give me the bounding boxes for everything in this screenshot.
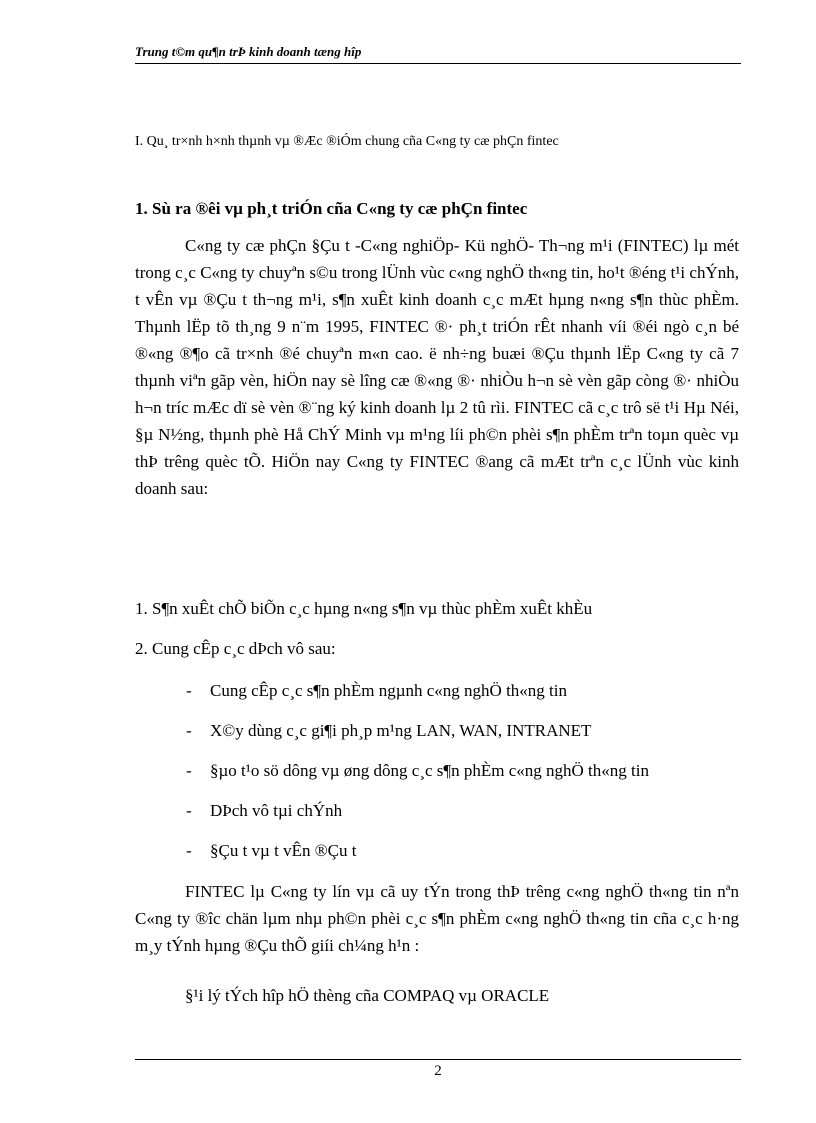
- section-title: I. Qu¸ tr×nh h×nh thµnh vµ ®Æc ®iÓm chung cña C«ng ty cæ phÇn fintec: [135, 134, 559, 149]
- body-paragraph-fintec: FINTEC lµ C«ng ty lín vµ cã uy tÝn trong thÞ trêng c«ng nghÖ th«ng tin nªn C«ng ty ®îc chän lµm nhµ ph©n phèi c¸c s¶n phÈm c«ng nghÖ th«ng tin cña c¸c h·ng m¸y tÝnh hµng ®Çu thÕ giíi ch¼ng h¹n :: [135, 882, 739, 955]
- bullet-dash: -: [186, 761, 192, 780]
- bullet-item: [186, 761, 649, 781]
- body-paragraph-intro: C«ng ty cæ phÇn §Çu t -C«ng nghiÖp- Kü nghÖ- Th¬ng m¹i (FINTEC) lµ mét trong c¸c C«ng ty chuyªn s©u trong lÜnh vùc c«ng nghÖ th«ng tin, ho¹t ®éng t¹i chÝnh, t vÊn vµ ®Çu t th¬ng m¹i, s¶n xuÊt kinh doanh c¸c mÆt hµng n«ng s¶n thùc phÈm. Thµnh lËp tõ th¸ng 9 n¨m 1995, FINTEC ®· ph¸t triÓn rÊt nhanh víi ®éi ngò c¸n bé ®«ng ®¶o cã tr×nh ®é chuyªn m«n cao. ë nh÷ng buæi ®Çu thµnh lËp C«ng ty cã 7 thµnh viªn gãp vèn, hiÖn nay sè lîng cæ ®«ng ®· nhiÒu h¬n sè vèn gãp còng ®· nhiÒu h¬n tríc mÆc dï sè vèn ®¨ng ký kinh doanh lµ 2 tû rìi. FINTEC cã c¸c trô së t¹i Hµ Néi, §µ N½ng, thµnh phè Hå ChÝ Minh vµ m¹ng líi ph©n phèi s¶n phÈm trªn toµn quèc vµ thÞ trêng quèc tÕ. HiÖn nay C«ng ty FINTEC ®ang cã mÆt trªn c¸c lÜnh vùc kinh doanh sau:: [135, 236, 739, 498]
- bullet-dash: -: [186, 721, 192, 740]
- body-paragraph-agent: §¹i lý tÝch hîp hÖ thèng cña COMPAQ vµ ORACLE: [185, 986, 550, 1005]
- page-number: 2: [434, 1063, 442, 1079]
- bullet-text: X©y dùng c¸c gi¶i ph¸p m¹ng LAN, WAN, INTRANET: [210, 721, 592, 740]
- list-item-1: 1. S¶n xuÊt chÕ biÕn c¸c hµng n«ng s¶n vµ thùc phÈm xuÊt khÈu: [135, 599, 593, 618]
- bullet-dash: -: [186, 841, 192, 860]
- bullet-item: [186, 801, 342, 821]
- bullet-item: [186, 841, 356, 861]
- bullet-dash: -: [186, 681, 192, 700]
- bullet-text: Cung cÊp c¸c s¶n phÈm ngµnh c«ng nghÖ th«ng tin: [210, 681, 567, 700]
- header-rule: [135, 63, 741, 64]
- bullet-text: DÞch vô tµi chÝnh: [210, 801, 343, 820]
- subsection-title: 1. Sù ra ®êi vµ ph¸t triÓn cña C«ng ty cæ phÇn fintec: [135, 199, 528, 218]
- running-header: Trung t©m qu¶n trÞ kinh doanh tæng hîp: [135, 44, 362, 59]
- bullet-dash: -: [186, 801, 192, 820]
- bullet-item: [186, 721, 591, 741]
- footer-rule: [135, 1059, 741, 1060]
- list-item-2: 2. Cung cÊp c¸c dÞch vô sau:: [135, 639, 336, 658]
- bullet-text: §µo t¹o sö dông vµ øng dông c¸c s¶n phÈm c«ng nghÖ th«ng tin: [210, 761, 649, 780]
- bullet-item: [186, 681, 567, 701]
- bullet-text: §Çu t vµ t vÊn ®Çu t: [210, 841, 357, 860]
